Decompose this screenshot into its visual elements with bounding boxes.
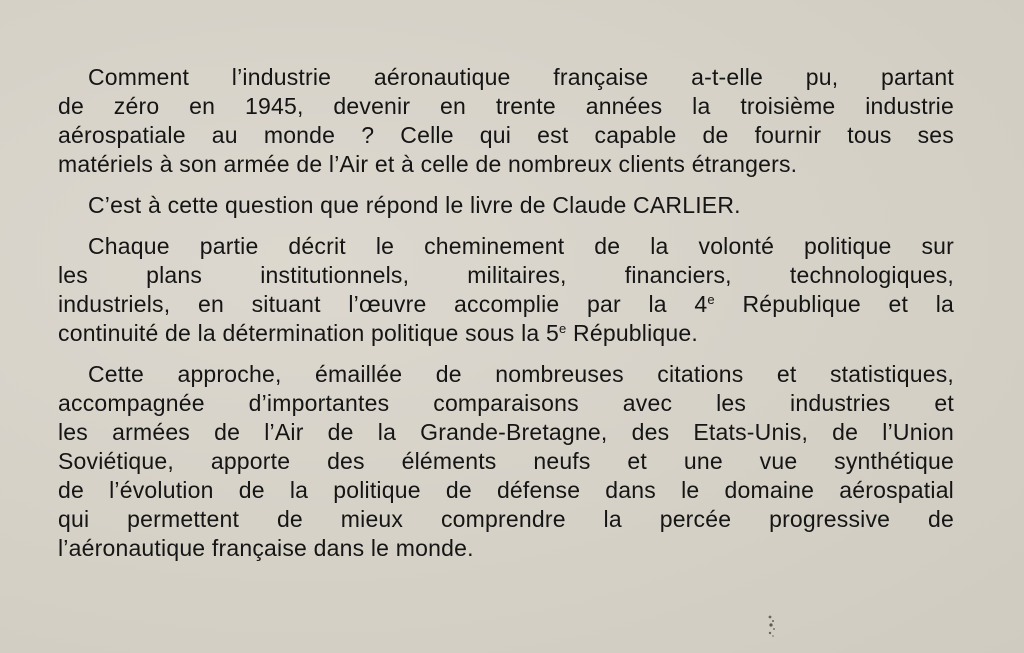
paper-speck xyxy=(764,612,780,640)
paragraph-3-line: les plans institutionnels, militaires, financiers, technologiques, xyxy=(58,262,954,288)
line-text: République. xyxy=(566,320,698,346)
ordinal-superscript: e xyxy=(707,292,715,307)
line-text: industriels, en situant l’œuvre accomplie par la 4 xyxy=(58,291,708,317)
paragraph-4-line: accompagnée d’importantes comparaisons avec les industries et xyxy=(58,390,954,416)
paragraph-1 xyxy=(58,63,954,179)
paragraph-4-line: les armées de l’Air de la Grande-Bretagne, des Etats-Unis, de l’Union xyxy=(58,419,954,445)
paragraph-4 xyxy=(58,360,954,563)
paragraph-4-line: Cette approche, émaillée de nombreuses citations et statistiques, xyxy=(88,361,954,387)
paragraph-1-line: aérospatiale au monde ? Celle qui est capable de fournir tous ses xyxy=(58,122,954,148)
paragraph-1-line: de zéro en 1945, devenir en trente années la troisième industrie xyxy=(58,93,954,119)
paragraph-1-line: Comment l’industrie aéronautique française a-t-elle pu, partant xyxy=(88,64,954,90)
paragraph-3-line xyxy=(58,290,954,319)
paragraph-3-line: Chaque partie décrit le cheminement de la volonté politique sur xyxy=(88,233,954,259)
paragraph-4-line: de l’évolution de la politique de défense dans le domaine aérospatial xyxy=(58,477,954,503)
paragraph-1-line: matériels à son armée de l’Air et à celle de nombreux clients étrangers. xyxy=(58,151,798,177)
paragraph-4-line: Soviétique, apporte des éléments neufs et une vue synthétique xyxy=(58,448,954,474)
paragraph-4-line: l’aéronautique française dans le monde. xyxy=(58,535,474,561)
blurb-text xyxy=(58,63,954,575)
paragraph-2-line: C’est à cette question que répond le livre de Claude CARLIER. xyxy=(88,192,741,218)
line-text: République et la xyxy=(714,291,954,317)
ordinal-superscript: e xyxy=(559,321,567,336)
paragraph-3 xyxy=(58,232,954,348)
paragraph-3-line xyxy=(58,319,954,348)
paragraph-2 xyxy=(58,191,954,220)
paragraph-4-line: qui permettent de mieux comprendre la percée progressive de xyxy=(58,506,954,532)
line-text: continuité de la détermination politique sous la 5 xyxy=(58,320,559,346)
